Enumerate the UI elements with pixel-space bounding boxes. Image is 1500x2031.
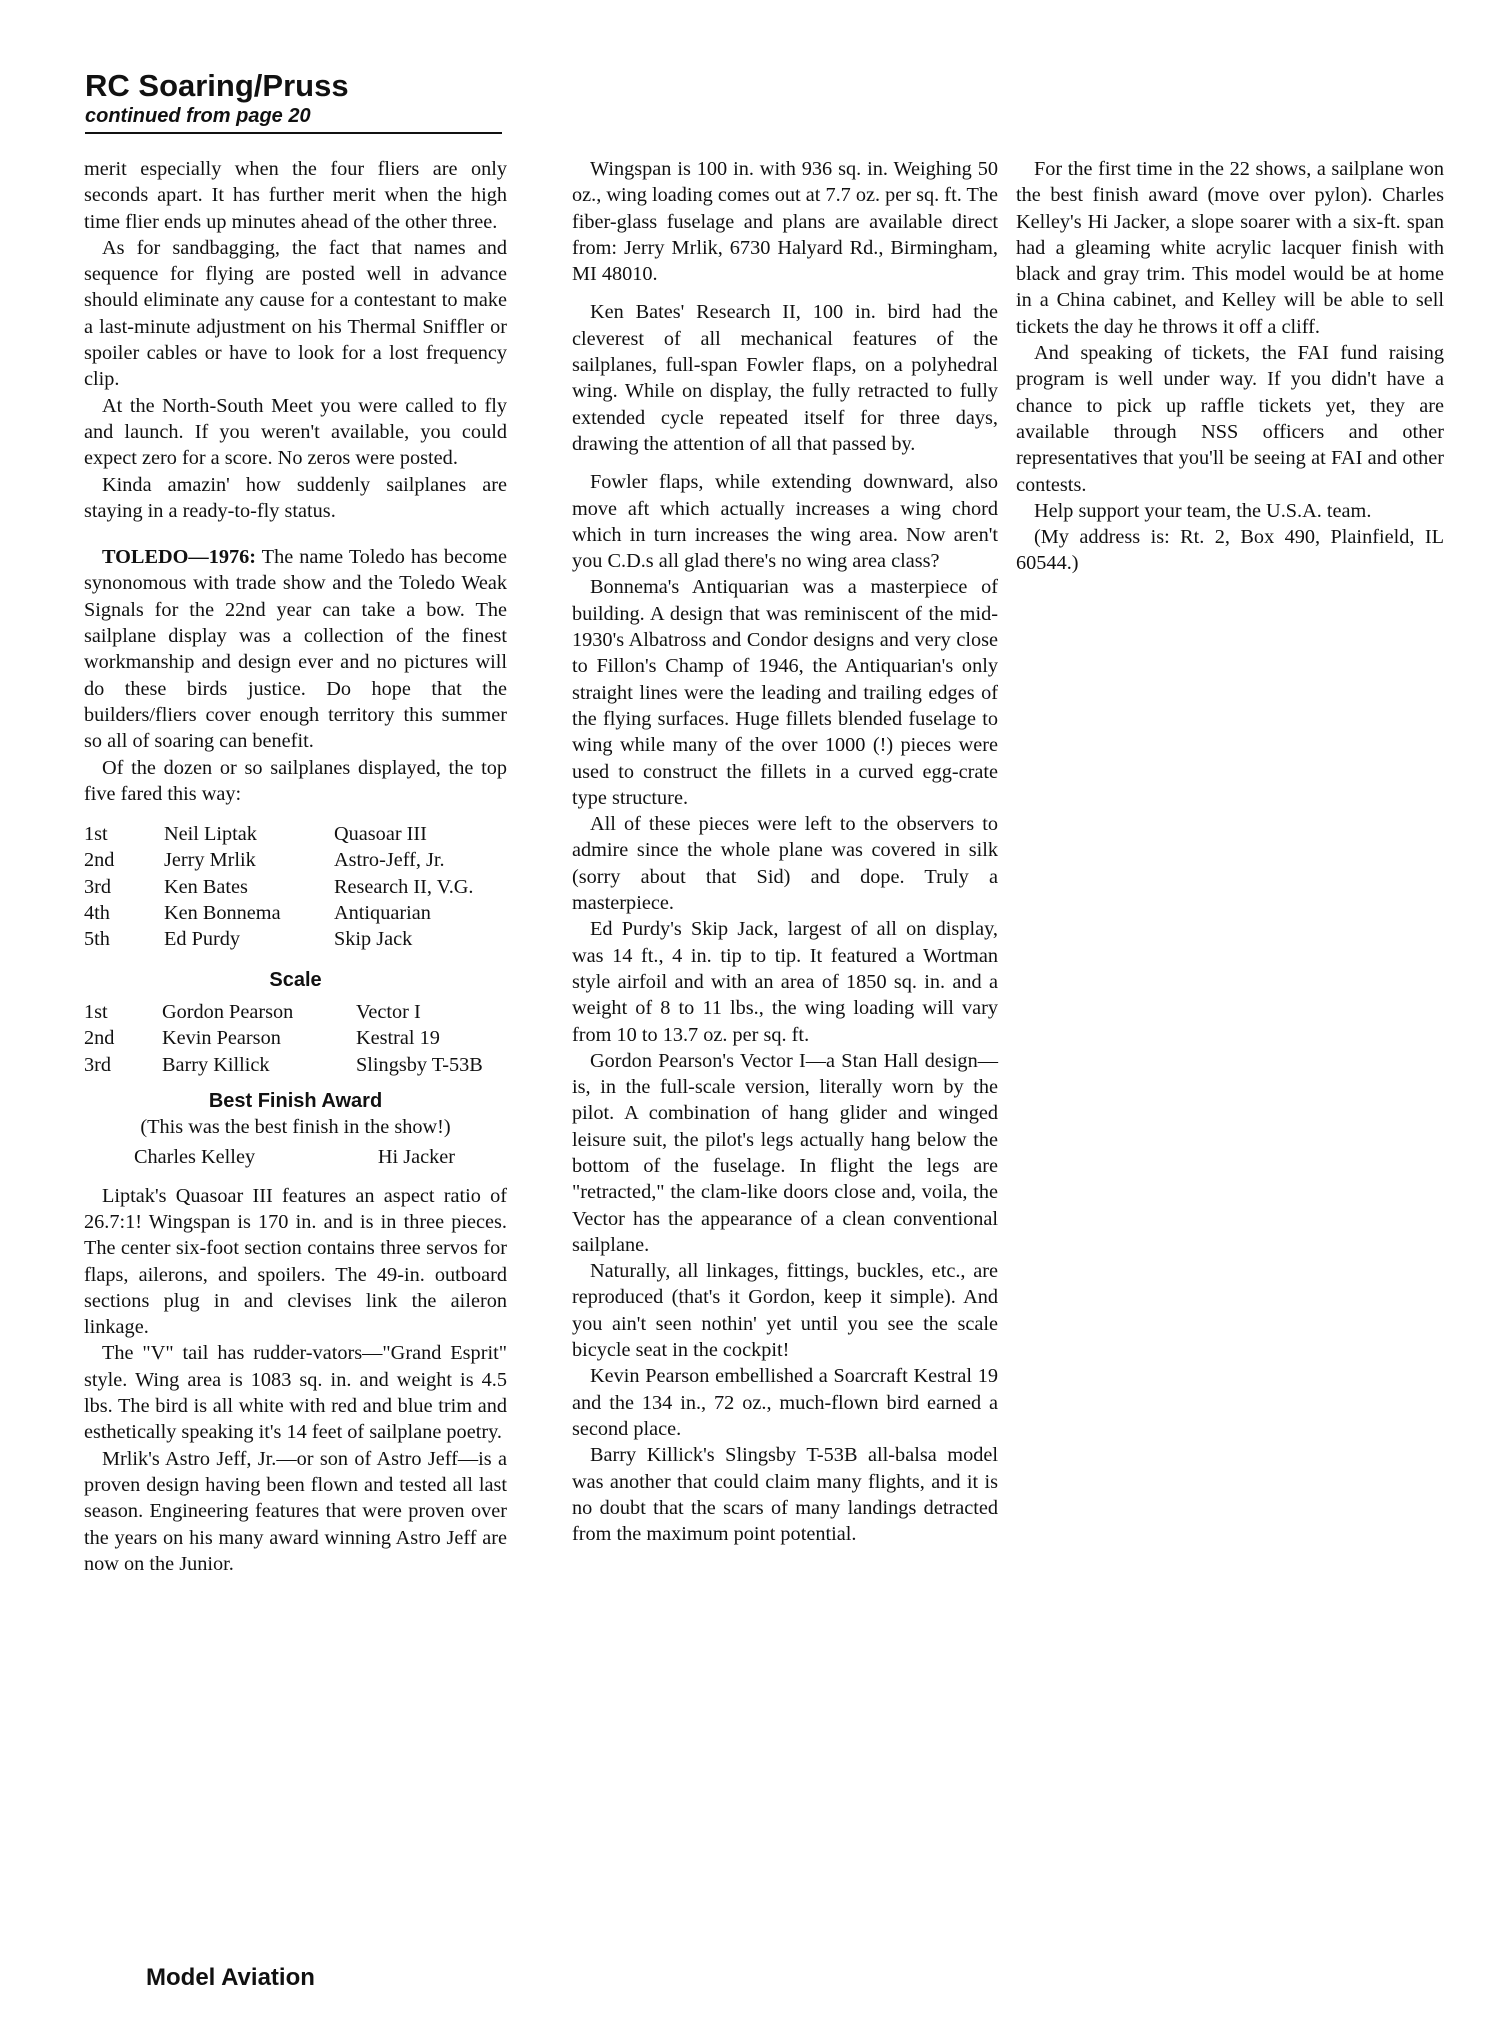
paragraph: The "V" tail has rudder-vators—"Grand Esprit" style. Wing area is 1083 sq. in. and weight is 4.5 lbs. The bird is all white with red and blue trim and esthetically speaking it's 14 feet of sailplane poetry. bbox=[84, 1342, 507, 1444]
award-winner: Charles Kelley bbox=[134, 1146, 256, 1169]
column-1 bbox=[84, 156, 507, 1577]
paragraph-text: The name Toledo has become synonomous with trade show and the Toledo Weak Signals for the 22nd year can take a bow. The sailplane display was a collection of the finest workmanship and design ever and no pictures will do these birds justice. Do hope that the builders/fliers cover enough territory this summer so all of soaring can benefit. bbox=[84, 546, 507, 753]
place: 3rd bbox=[84, 1053, 112, 1076]
paragraph: Barry Killick's Slingsby T-53B all-balsa model was another that could claim many flights, and it is no doubt that the scars of many landings detracted from the maximum point potential. bbox=[572, 1444, 998, 1546]
model: Slingsby T-53B bbox=[356, 1053, 483, 1076]
model: Vector I bbox=[356, 1000, 421, 1023]
column-3 bbox=[1016, 156, 1444, 577]
model: Astro-Jeff, Jr. bbox=[334, 849, 445, 872]
paragraph: Fowler flaps, while extending downward, also move aft which actually increases a wing chord which in turn increases the wing area. Now aren't you C.D.s all glad there's no wing area class? bbox=[572, 471, 998, 573]
paragraph: Ken Bates' Research II, 100 in. bird had the cleverest of all mechanical features of the sailplanes, full-span Fowler flaps, on a polyhedral wing. While on display, the fully retracted to fully extended cycle repeated itself for three days, drawing the attention of all that passed by. bbox=[572, 301, 998, 455]
paragraph: Wingspan is 100 in. with 936 sq. in. Weighing 50 oz., wing loading comes out at 7.7 oz. per sq. ft. The fiber-glass fuselage and plans are available direct from: Jerry Mrlik, 6730 Halyard Rd., Birmingham, MI 48010. bbox=[572, 158, 999, 286]
entrant: Ken Bonnema bbox=[164, 902, 281, 925]
paragraph: Help support your team, the U.S.A. team. bbox=[1034, 499, 1372, 522]
entrant: Barry Killick bbox=[162, 1053, 270, 1076]
continued-note: continued from page 20 bbox=[85, 105, 311, 127]
paragraph: At the North-South Meet you were called to fly and launch. If you weren't available, you could expect zero for a score. No zeros were posted. bbox=[84, 394, 507, 470]
place: 3rd bbox=[84, 875, 112, 898]
entrant: Ed Purdy bbox=[164, 928, 241, 951]
place: 2nd bbox=[84, 849, 115, 872]
paragraph: Liptak's Quasoar III features an aspect ratio of 26.7:1! Wingspan is 170 in. and is in three pieces. The center six-foot section contains three servos for flaps, ailerons, and spoilers. The 49-in. outboard sections plug in and clevises link the aileron linkage. bbox=[84, 1184, 507, 1339]
award-heading: Best Finish Award bbox=[208, 1089, 383, 1112]
paragraph: For the first time in the 22 shows, a sailplane won the best finish award (move over pylon). Charles Kelley's Hi Jacker, a slope soarer with a six-ft. span had a gleaming white acrylic lacquer finish with black and gray trim. This model would be at home in a China cabinet, and Kelley will be able to sell tickets the day he throws it off a cliff. bbox=[1016, 158, 1444, 338]
scale-results bbox=[84, 999, 507, 1078]
magazine-footer: Model Aviation bbox=[146, 1964, 315, 1991]
entrant: Kevin Pearson bbox=[162, 1027, 281, 1050]
entrant: Gordon Pearson bbox=[162, 1000, 294, 1023]
model: Antiquarian bbox=[334, 902, 431, 925]
entrant: Ken Bates bbox=[164, 875, 248, 898]
award-model: Hi Jacker bbox=[377, 1146, 455, 1169]
paragraph: And speaking of tickets, the FAI fund raising program is well under way. If you didn't have a chance to pick up raffle tickets yet, they are available through NSS officers and other representatives that you'll be seeing at FAI and other contests. bbox=[1016, 342, 1444, 496]
place: 1st bbox=[84, 823, 108, 846]
best-finish-award bbox=[84, 1088, 507, 1171]
place: 5th bbox=[84, 928, 110, 951]
paragraph: Mrlik's Astro Jeff, Jr.—or son of Astro Jeff—is a proven design having been flown and tested all last season. Engineering features that were proven over the years on his many award winning Astro Jeff are now on the Junior. bbox=[84, 1447, 507, 1575]
section-lead: TOLEDO—1976: bbox=[102, 546, 257, 569]
paragraph: Bonnema's Antiquarian was a masterpiece of building. A design that was reminiscent of the mid-1930's Albatross and Condor designs and very close to Fillon's Champ of 1946, the Antiquarian's only straight lines were the leading and trailing edges of the flying surfaces. Huge fillets blended fuselage to wing while many of the over 1000 (!) pieces were used to construct the fillets in a curved egg-crate type structure. bbox=[572, 576, 998, 809]
paragraph: Kinda amazin' how suddenly sailplanes are staying in a ready-to-fly status. bbox=[84, 473, 507, 522]
place: 1st bbox=[84, 1000, 108, 1023]
place: 4th bbox=[84, 902, 110, 925]
award-note: (This was the best finish in the show!) bbox=[140, 1116, 451, 1139]
scale-heading: Scale bbox=[269, 968, 322, 991]
entrant: Neil Liptak bbox=[164, 823, 257, 846]
paragraph-toledo bbox=[84, 544, 507, 754]
paragraph: Naturally, all linkages, fittings, buckles, etc., are reproduced (that's it Gordon, keep it simple). And you ain't seen nothin' yet until you see the scale bicycle seat in the cockpit! bbox=[572, 1260, 998, 1362]
entrant: Jerry Mrlik bbox=[164, 849, 256, 872]
model: Kestral 19 bbox=[356, 1027, 440, 1050]
column-title: RC Soaring/Pruss bbox=[85, 68, 349, 103]
award-winner-row bbox=[84, 1144, 507, 1170]
header-rule bbox=[85, 132, 502, 134]
top-five-results bbox=[84, 821, 507, 952]
model: Research II, V.G. bbox=[334, 875, 474, 898]
paragraph: Gordon Pearson's Vector I—a Stan Hall design—is, in the full-scale version, literally worn by the pilot. A combination of hang glider and winged leisure suit, the pilot's legs actually hang below the bottom of the fuselage. In flight the legs are "retracted," the clam-like doors close and, voila, the Vector has the appearance of a clean conventional sailplane. bbox=[572, 1049, 998, 1256]
paragraph: Of the dozen or so sailplanes displayed, the top five fared this way: bbox=[84, 756, 507, 805]
model: Quasoar III bbox=[334, 823, 427, 846]
paragraph: (My address is: Rt. 2, Box 490, Plainfield, IL 60544.) bbox=[1016, 526, 1444, 575]
paragraph: As for sandbagging, the fact that names and sequence for flying are posted well in advance should eliminate any cause for a contestant to make a last-minute adjustment on his Thermal Sniffler or spoiler cables or have to look for a lost frequency clip. bbox=[84, 236, 507, 391]
paragraph: Ed Purdy's Skip Jack, largest of all on display, was 14 ft., 4 in. tip to tip. It featured a Wortman style airfoil and with an area of 1850 sq. in. and a weight of 8 to 11 lbs., the wing loading will vary from 10 to 13.7 oz. per sq. ft. bbox=[572, 918, 998, 1046]
paragraph: Kevin Pearson embellished a Soarcraft Kestral 19 and the 134 in., 72 oz., much-flown bird earned a second place. bbox=[572, 1365, 998, 1440]
paragraph: All of these pieces were left to the observers to admire since the whole plane was covered in silk (sorry about that Sid) and dope. Truly a masterpiece. bbox=[572, 813, 998, 915]
place: 2nd bbox=[84, 1027, 115, 1050]
model: Skip Jack bbox=[334, 928, 413, 951]
page-header bbox=[85, 68, 505, 134]
paragraph: merit especially when the four fliers are only seconds apart. It has further merit when the high time flier ends up minutes ahead of the other three. bbox=[84, 158, 507, 233]
column-2 bbox=[572, 156, 998, 1547]
